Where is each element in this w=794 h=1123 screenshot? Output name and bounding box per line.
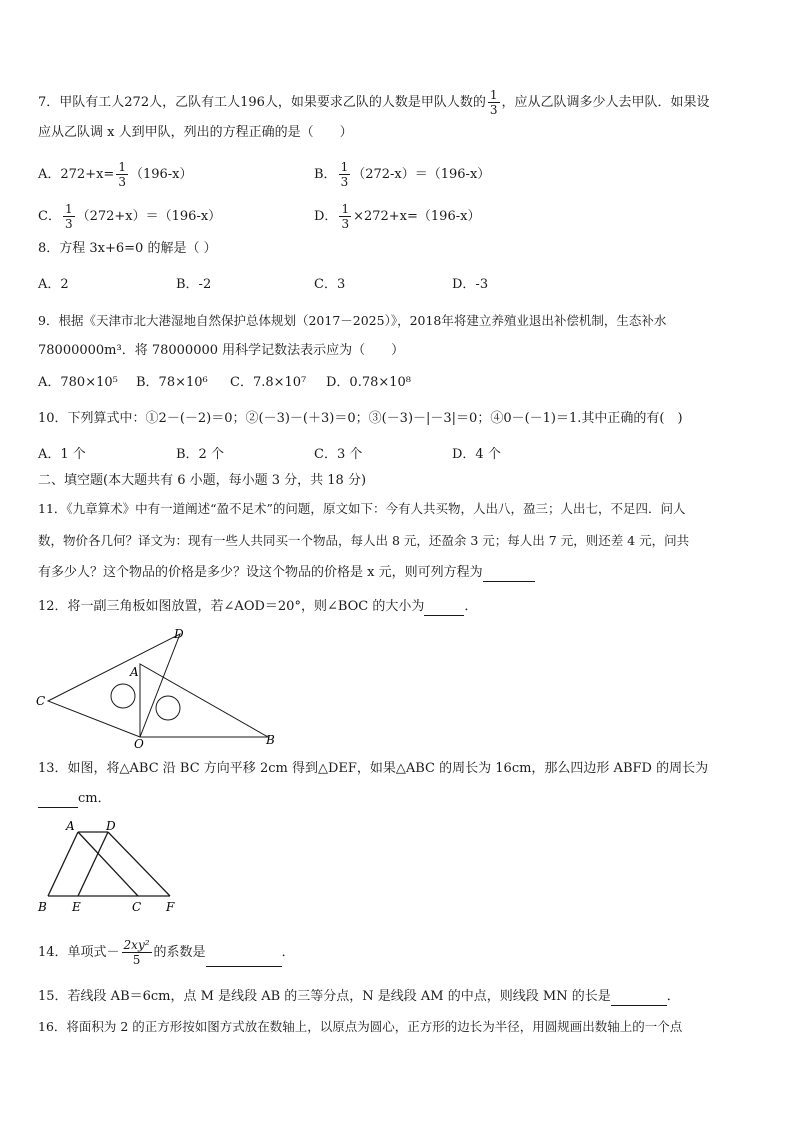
label-d: D xyxy=(106,819,116,833)
triangle-ruler-left xyxy=(48,634,180,737)
fraction: $\frac{1}{3}$ xyxy=(489,88,498,117)
q7-stem-line1: 7．甲队有工人272人，乙队有工人196人，如果要求乙队的人数是甲队人数的 $\frac{1}{3}$ ，应从乙队调多少人去甲队．如果设 xyxy=(38,88,710,117)
q11-stem-line2: 数，物价各几何？译文为：现有一些人共同买一个物品，每人出 8 元，还盈余 3 元；每人出 7 元，则还差 4 元，问共 xyxy=(38,533,690,548)
fraction: $\frac{1}{3}$ xyxy=(64,202,73,231)
label-e: E xyxy=(72,900,81,914)
label-c: C xyxy=(132,900,142,914)
label-f: F xyxy=(166,900,175,914)
label-b: B xyxy=(266,733,275,747)
q10-option-b[interactable]: B．2 个 xyxy=(176,447,224,462)
q10-option-d[interactable]: D．4 个 xyxy=(452,447,501,462)
q11-stem-line3: 有多少人？这个物品的价格是多少？设这个物品的价格是 x 元，则可列方程为 xyxy=(38,564,535,582)
q9-option-b[interactable]: B．78×10⁶ xyxy=(136,375,208,390)
q12-stem: 12．将一副三角板如图放置，若∠AOD＝20°，则∠BOC 的大小为 ． xyxy=(38,599,478,614)
q10-option-c[interactable]: C．3 个 xyxy=(314,447,363,462)
q8-option-b[interactable]: B．-2 xyxy=(176,277,212,292)
label-a: A xyxy=(130,665,139,679)
q10-option-a[interactable]: A．1 个 xyxy=(38,447,86,462)
q9-stem-line1: 9．根据《天津市北大港湿地自然保护总体规划（2017－2025）》，2018年将建立养殖业退出补偿机制，生态补水 xyxy=(38,313,667,328)
label-o: O xyxy=(134,737,144,751)
q7-stem-line2: 应从乙队调 x 人到甲队，列出的方程正确的是（ ） xyxy=(38,125,353,140)
q8-option-c[interactable]: C．3 xyxy=(314,277,346,292)
answer-blank[interactable] xyxy=(611,991,667,1006)
answer-blank[interactable] xyxy=(38,793,78,808)
fraction: $\frac{1}{3}$ xyxy=(341,202,350,231)
fraction: $\frac{1}{3}$ xyxy=(118,160,126,189)
q7-option-b[interactable]: B． $\frac{1}{3}$ （272-x）＝（196-x） xyxy=(314,160,491,189)
triangle-rulers-figure xyxy=(30,624,290,752)
label-d: D xyxy=(174,627,184,641)
q9-option-a[interactable]: A．780×10⁵ xyxy=(38,375,118,390)
q13-stem-line1: 13．如图，将△ABC 沿 BC 方向平移 2cm 得到△DEF，如果△ABC 的周长为 16cm，那么四边形 ABFD 的周长为 xyxy=(38,761,709,776)
q8-option-d[interactable]: D．-3 xyxy=(452,277,489,292)
q11-stem-line1: 11．《九章算术》中有一道阐述“盈不足术”的问题，原文如下：今有人共买物，人出八，盈三；人出七，不足四．问人 xyxy=(38,501,686,516)
label-b: B xyxy=(38,900,47,914)
answer-blank[interactable] xyxy=(424,601,464,616)
q7-option-c[interactable]: C． $\frac{1}{3}$ （272+x）＝（196-x） xyxy=(38,202,222,231)
q9-option-d[interactable]: D．0.78×10⁸ xyxy=(326,375,412,390)
fraction: $\frac{1}{3}$ xyxy=(340,160,349,189)
q8-option-a[interactable]: A．2 xyxy=(38,277,69,292)
section-heading: 二、填空题(本大题共有 6 小题，每小题 3 分，共 18 分) xyxy=(38,473,367,488)
ruler-hole xyxy=(156,696,180,720)
label-c: C xyxy=(36,694,46,708)
q10-stem: 10．下列算式中：①2－(－2)＝0；②(－3)－(＋3)＝0；③(－3)－|－3|＝0；④0－(－1)＝1.其中正确的有( ) xyxy=(38,411,683,426)
ruler-hole xyxy=(111,684,135,708)
answer-blank[interactable] xyxy=(206,952,282,967)
answer-blank[interactable] xyxy=(483,567,535,582)
q8-stem: 8．方程 3x+6=0 的解是（ ） xyxy=(38,241,217,256)
q9-stem-line2: 78000000m³．将 78000000 用科学记数法表示应为（ ） xyxy=(38,343,405,358)
q7-option-a[interactable]: A．272+x= $\frac{1}{3}$ （196-x） xyxy=(38,160,193,189)
q7-option-d[interactable]: D． $\frac{1}{3}$ ×272+x=（196-x） xyxy=(314,202,481,231)
label-a: A xyxy=(66,819,75,833)
q15-stem: 15．若线段 AB＝6cm，点 M 是线段 AB 的三等分点，N 是线段 AM 的中点，则线段 MN 的长是 ． xyxy=(38,989,680,1004)
fraction: $\frac{\text{2xy²}}{5}$ xyxy=(123,938,150,967)
q14-stem: 14．单项式－ $\frac{\text{2xy²}}{5}$ 的系数是 ． xyxy=(38,938,295,967)
q9-option-c[interactable]: C．7.8×10⁷ xyxy=(230,375,307,390)
q13-stem-line2: cm． xyxy=(38,790,111,808)
translation-figure xyxy=(30,814,190,916)
q16-stem: 16．将面积为 2 的正方形按如图方式放在数轴上，以原点为圆心，正方形的边长为半径，用圆规画出数轴上的一个点 xyxy=(38,1019,683,1034)
